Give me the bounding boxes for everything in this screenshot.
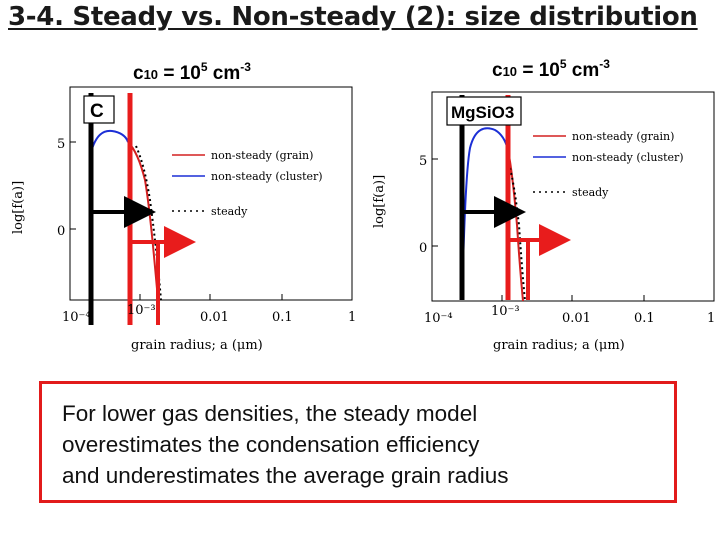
summary-line: overestimates the condensation efficiency <box>62 432 480 457</box>
xtick-label: 1 <box>707 311 716 326</box>
ytick-label: 5 <box>57 137 66 152</box>
legend <box>533 130 684 199</box>
legend-grain: non-steady (grain) <box>211 149 314 162</box>
xtick-label: 10⁻³ <box>127 303 156 318</box>
ytick-label: 0 <box>419 241 428 256</box>
x-axis-label: grain radius; a (μm) <box>131 338 263 353</box>
tick-marks <box>432 159 714 301</box>
summary-line: and underestimates the average grain radius <box>62 463 509 488</box>
xtick-label: 0.1 <box>634 311 655 326</box>
panel-left-condition: $c10 = 10^5$ $cm^{-3}$ <box>133 60 251 84</box>
xtick-label: 0.1 <box>272 310 293 325</box>
xtick-label: 0.01 <box>200 310 229 325</box>
x-axis-label: grain radius; a (μm) <box>493 338 625 353</box>
species-label: C <box>90 101 104 122</box>
legend-grain: non-steady (grain) <box>572 130 675 143</box>
xtick-label: 0.01 <box>562 311 591 326</box>
cluster-curve <box>91 131 128 152</box>
xtick-label: 10⁻³ <box>491 304 520 319</box>
xtick-label: 1 <box>348 310 357 325</box>
summary-line: For lower gas densities, the steady model <box>62 401 478 426</box>
legend-steady: steady <box>211 205 248 218</box>
tick-marks <box>70 142 352 300</box>
xtick-label: 10⁻⁴ <box>424 311 453 326</box>
legend <box>172 149 323 218</box>
ytick-label: 5 <box>419 154 428 169</box>
xtick-label: 10⁻⁴ <box>62 310 91 325</box>
y-axis-label: log[f(a)] <box>372 174 387 228</box>
species-label: MgSiO3 <box>451 103 515 122</box>
panel-right <box>372 92 715 353</box>
y-axis-label: log[f(a)] <box>11 180 26 234</box>
slide-title: 3-4. Steady vs. Non-steady (2): size distribution <box>8 2 698 32</box>
legend-cluster: non-steady (cluster) <box>211 170 323 183</box>
panel-right-condition: $c10 = 10^5$ $cm^{-3}$ <box>492 57 610 81</box>
summary-text <box>62 398 509 491</box>
summary-box <box>39 381 677 503</box>
legend-steady: steady <box>572 186 609 199</box>
legend-cluster: non-steady (cluster) <box>572 151 684 164</box>
ytick-label: 0 <box>57 224 66 239</box>
panel-left <box>11 87 356 353</box>
